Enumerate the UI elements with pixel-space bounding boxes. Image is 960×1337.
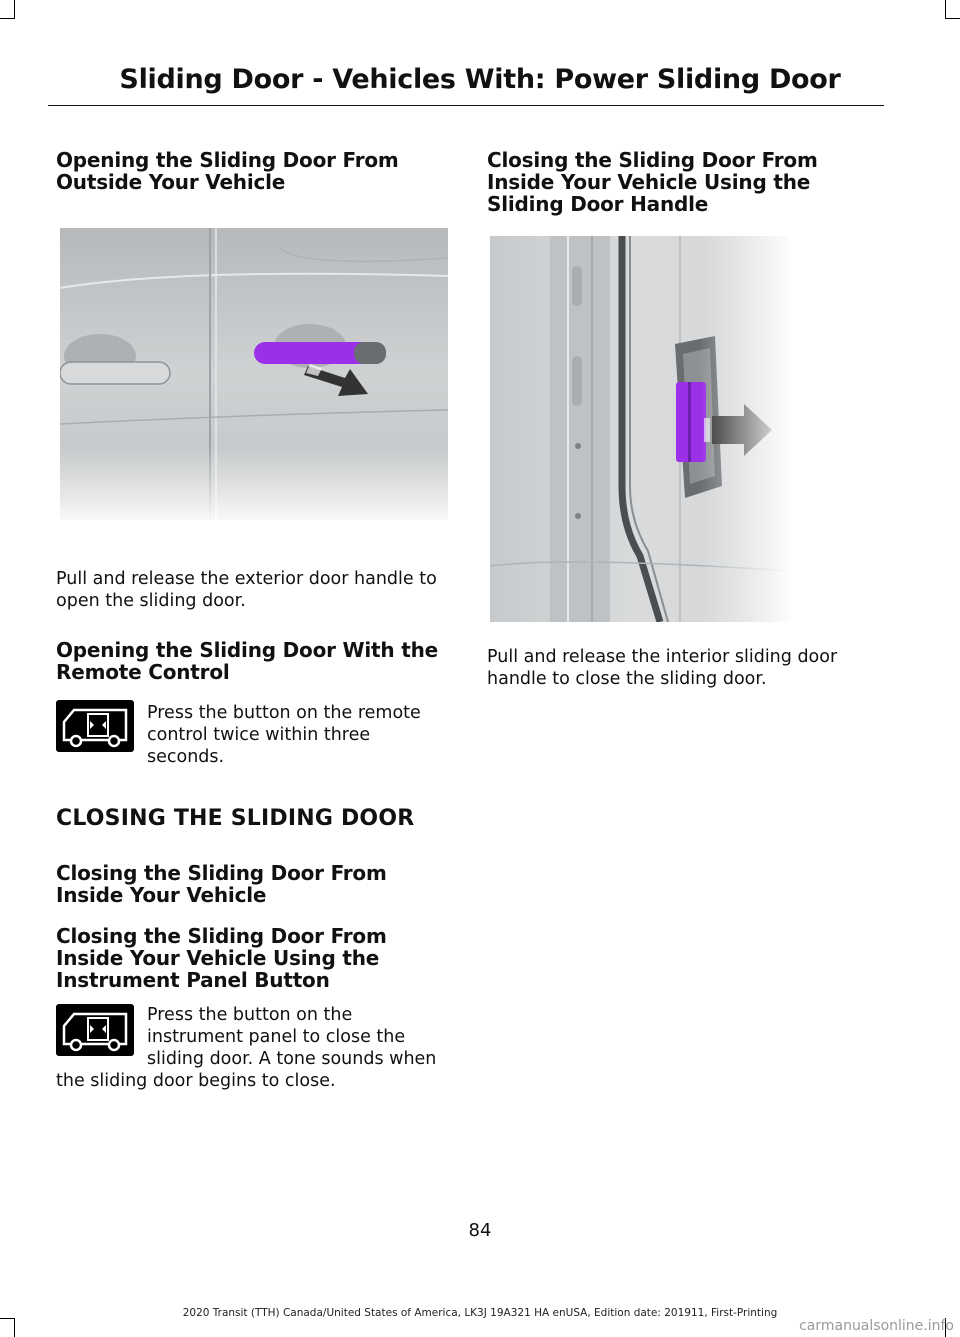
heading-close-panel: Closing the Sliding Door From Inside Your Vehicle Using the Instrument Panel Button [56,924,387,992]
van-sliding-door-icon [56,1004,134,1056]
van-sliding-door-icon [56,700,134,752]
heading-close-handle: Closing the Sliding Door From Inside Your Vehicle Using the Sliding Door Handle [487,148,818,216]
watermark: carmanualsonline.info [799,1318,954,1334]
van-icon-graphic [56,700,134,752]
edition-footer: 2020 Transit (TTH) Canada/United States of America, LK3J 19A321 HA enUSA, Edition date: 201911, First-Printing [182,1307,778,1319]
paragraph-remote: Press the button on the remote control twice within three seconds. [147,703,421,767]
header-divider [48,105,884,106]
crop-mark [14,1318,15,1337]
paragraph-panel-part2: the sliding door begins to close. [56,1071,336,1091]
paragraph-panel-part1: Press the button on the instrument panel to close the sliding door. A tone sounds when [147,1005,437,1069]
crop-mark [0,18,15,19]
paragraph-pull-interior: Pull and release the interior sliding door handle to close the sliding door. [487,647,838,689]
crop-mark [945,0,946,18]
exterior-handle-illustration [60,228,448,520]
crop-mark [14,0,15,18]
heading-open-outside: Opening the Sliding Door From Outside Your Vehicle [56,148,399,194]
section-heading-closing: CLOSING THE SLIDING DOOR [56,806,415,831]
crop-mark [945,18,960,19]
exterior-door-handle-figure [60,228,448,520]
interior-door-handle-figure [490,236,790,622]
page-number: 84 [468,1220,492,1241]
page-title: Sliding Door - Vehicles With: Power Sliding Door [119,64,841,95]
heading-close-inside: Closing the Sliding Door From Inside Your Vehicle [56,861,387,907]
heading-open-remote: Opening the Sliding Door With the Remote Control [56,638,438,684]
paragraph-pull-exterior: Pull and release the exterior door handle to open the sliding door. [56,569,437,611]
van-icon-graphic [56,1004,134,1056]
interior-handle-illustration [490,236,790,622]
